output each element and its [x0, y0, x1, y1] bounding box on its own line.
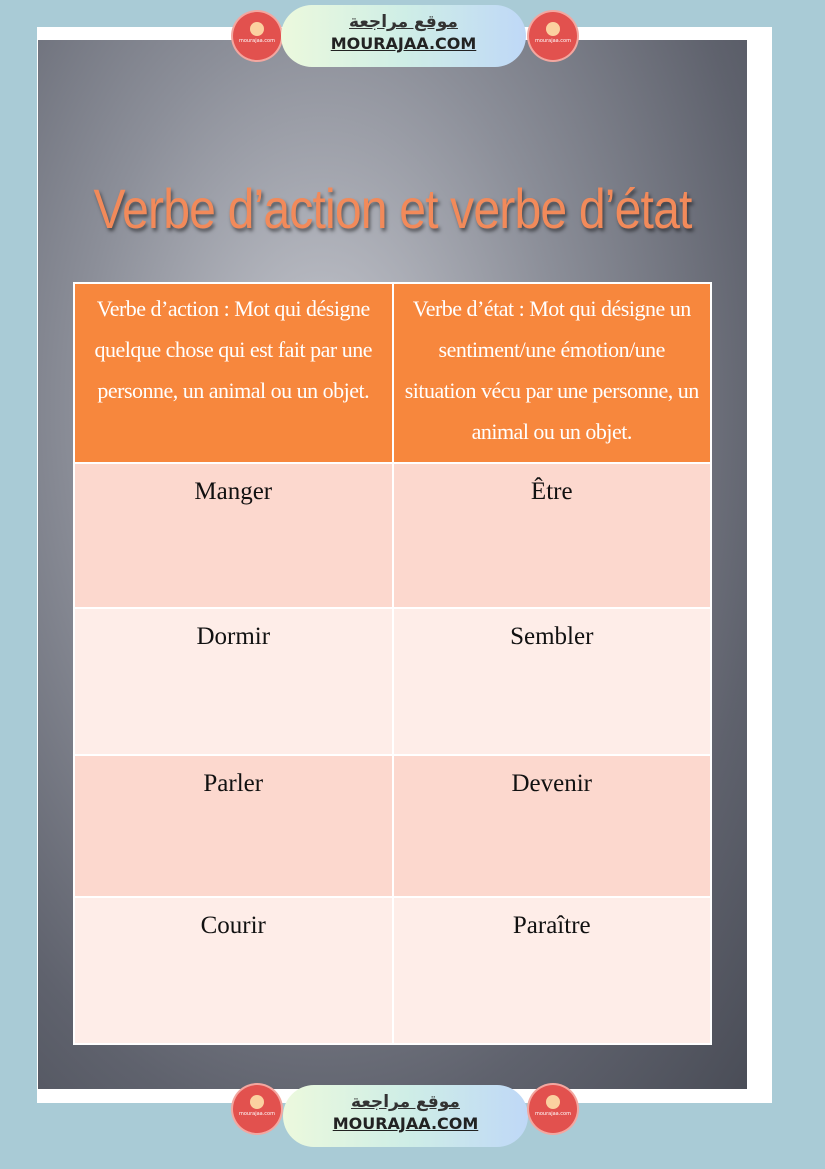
slide-title: Verbe d’action et verbe d’état [93, 177, 692, 240]
table-row [74, 755, 711, 897]
table-row [74, 897, 711, 1044]
header-etat: Verbe d’état : Mot qui désigne un sentiment/une émotion/une situation vécu par une personne, un animal ou un objet. [393, 283, 712, 463]
table-row [74, 463, 711, 608]
site-logo-icon: mourajaa.com [233, 1085, 281, 1133]
site-logo-icon: mourajaa.com [529, 12, 577, 60]
site-name-ar: موقع مراجعة [351, 1092, 460, 1112]
site-logo-icon: mourajaa.com [233, 12, 281, 60]
etat-verb-cell: Devenir [393, 755, 712, 897]
table-row [74, 608, 711, 755]
header-banner[interactable] [281, 5, 526, 67]
header-action: Verbe d’action : Mot qui désigne quelque chose qui est fait par une personne, un animal ou un objet. [74, 283, 393, 463]
action-verb-cell: Courir [74, 897, 393, 1044]
action-verb-cell: Dormir [74, 608, 393, 755]
site-url-link[interactable]: MOURAJAA.COM [332, 1114, 479, 1133]
etat-verb-cell: Sembler [393, 608, 712, 755]
etat-verb-cell: Paraître [393, 897, 712, 1044]
etat-verb-cell: Être [393, 463, 712, 608]
verbs-table [73, 282, 712, 1045]
footer-banner[interactable] [283, 1085, 528, 1147]
action-verb-cell: Manger [74, 463, 393, 608]
site-logo-icon: mourajaa.com [529, 1085, 577, 1133]
site-name-ar: موقع مراجعة [349, 12, 458, 32]
action-verb-cell: Parler [74, 755, 393, 897]
site-url-link[interactable]: MOURAJAA.COM [330, 34, 477, 53]
table-header-row [74, 283, 711, 463]
